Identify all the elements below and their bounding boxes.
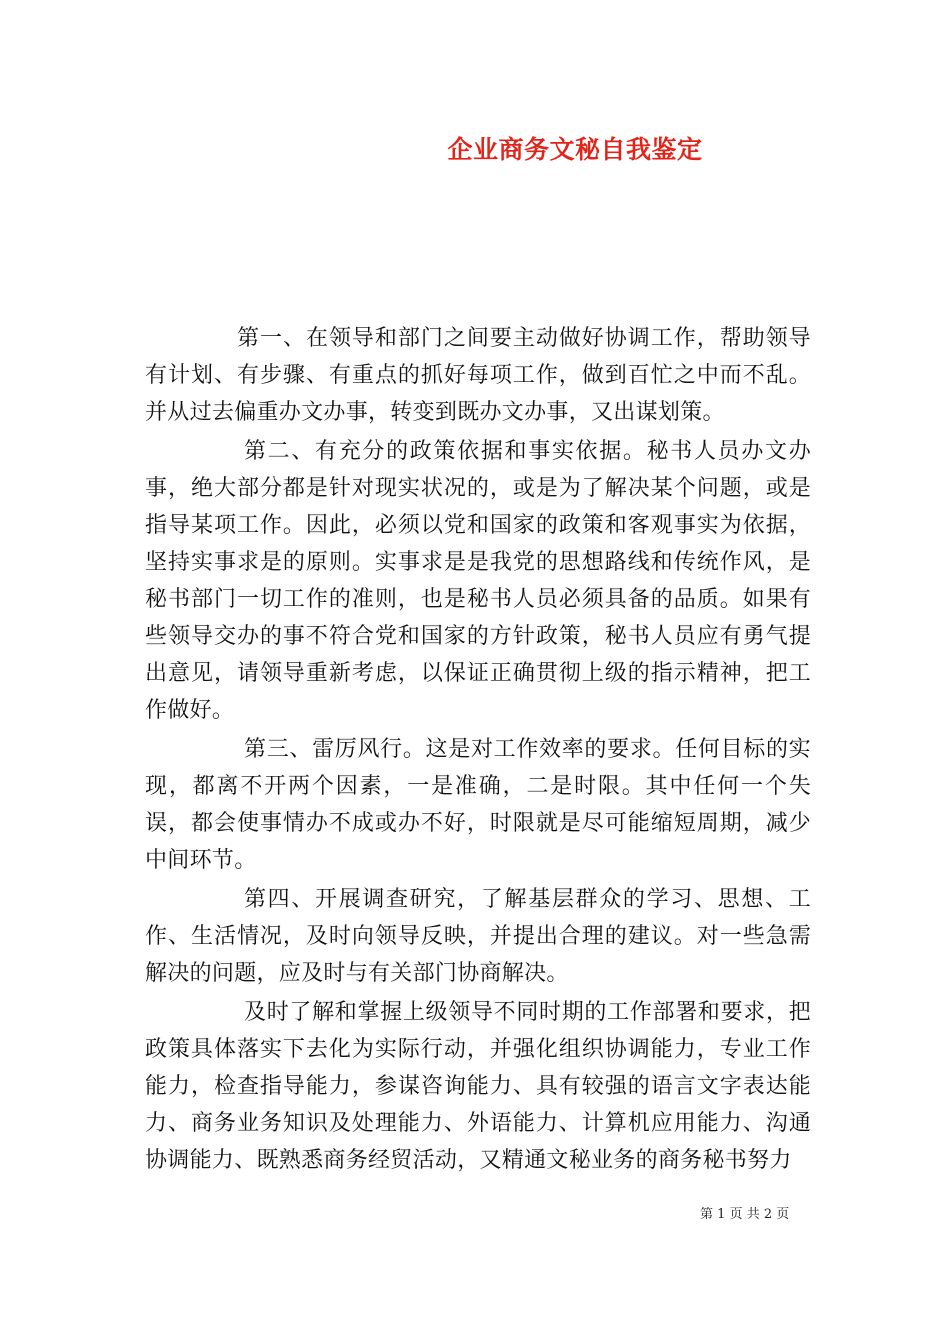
page-number-footer: [700, 1206, 850, 1224]
paragraph-2: 第二、有充分的政策依据和事实依据。秘书人员办文办事，绝大部分都是针对现实状况的，或是为了解决某个问题，或是指导某项工作。因此，必须以党和国家的政策和客观事实为依据，坚持实事求是的原则。实事求是是我党的思想路线和传统作风，是秘书部门一切工作的准则，也是秘书人员必须具备的品质。如果有些领导交办的事不符合党和国家的方针政策，秘书人员应有勇气提出意见，请领导重新考虑，以保证正确贯彻上级的指示精神，把工作做好。: [145, 439, 811, 723]
paragraph-3: 第三、雷厉风行。这是对工作效率的要求。任何目标的实现，都离不开两个因素，一是准确，二是时限。其中任何一个失误，都会使事情办不成或办不好，时限就是尽可能缩短周期，减少中间环节。: [145, 737, 811, 873]
paragraph-1: 第一、在领导和部门之间要主动做好协调工作，帮助领导有计划、有步骤、有重点的抓好每项工作，做到百忙之中而不乱。并从过去偏重办文办事，转变到既办文办事，又出谋划策。: [145, 326, 811, 425]
footer-page-label: 第: [700, 1207, 714, 1222]
document-body: [145, 320, 811, 1179]
footer-current-page: 1: [717, 1207, 726, 1222]
paragraph-5: 及时了解和掌握上级领导不同时期的工作部署和要求，把政策具体落实下去化为实际行动，并强化组织协调能力，专业工作能力，检查指导能力，参谋咨询能力、具有较强的语言文字表达能力、商务业务知识及处理能力、外语能力、计算机应用能力、沟通协调能力、既熟悉商务经贸活动，又精通文秘业务的商务秘书努力: [145, 1000, 811, 1173]
footer-total-pages: 2: [763, 1207, 773, 1222]
footer-page-unit-label: 页 共: [729, 1207, 760, 1222]
paragraph-4: 第四、开展调查研究，了解基层群众的学习、思想、工作、生活情况，及时向领导反映，并提出合理的建议。对一些急需解决的问题，应及时与有关部门协商解决。: [145, 887, 811, 986]
footer-total-unit-label: 页: [776, 1207, 790, 1222]
document-title: 企业商务文秘自我鉴定: [447, 135, 703, 164]
